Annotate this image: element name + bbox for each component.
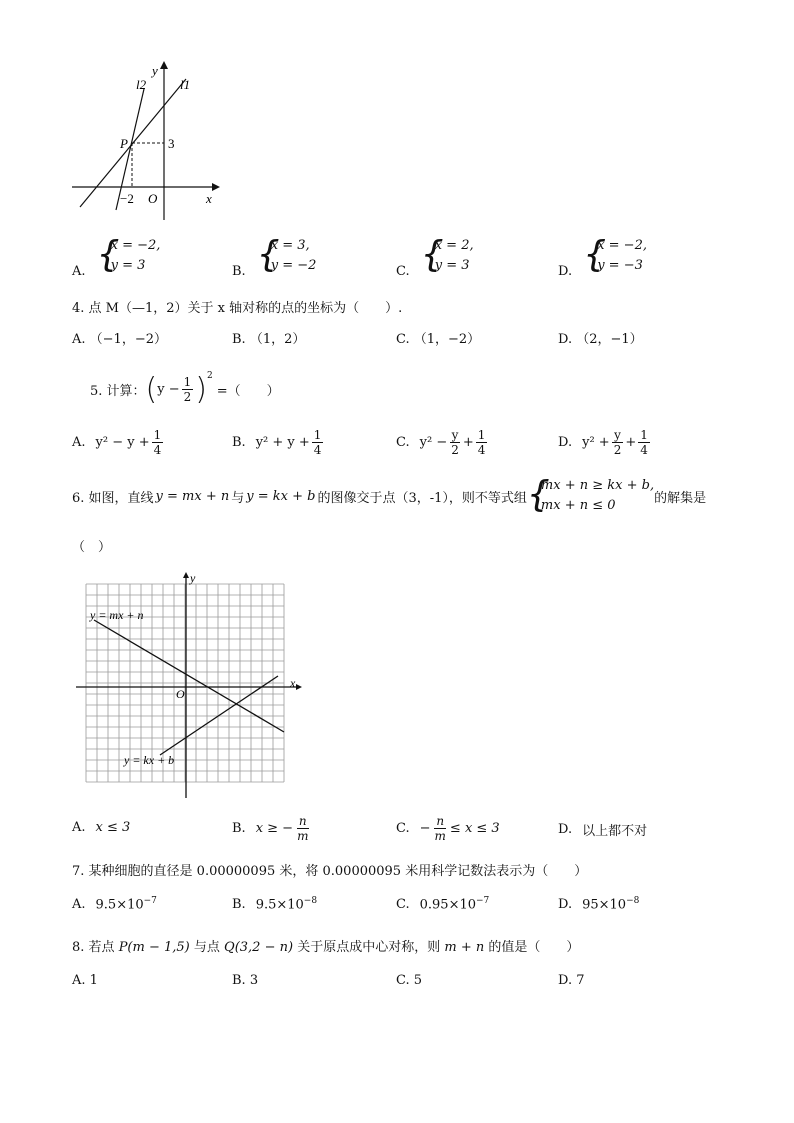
x-axis-arrow-icon [296,684,302,690]
option-label: C. [396,435,410,450]
option-label: C. [396,263,410,279]
plus-sign: + [462,435,474,450]
label-3: 3 [168,136,175,151]
label-y: y [190,571,196,585]
denominator: 4 [153,443,162,457]
label-line-mx-plus-n: y = mx + n [90,608,144,622]
option-base: 9.5×10 [255,897,304,913]
option-expr: y² − [419,435,448,450]
q8-option-c[interactable]: C. 5 [396,973,423,988]
q4-option-c[interactable]: C. （1，−2） [396,332,481,347]
plus-sign: + [625,435,637,450]
q3-option-a[interactable] [72,236,161,279]
q4-option-d[interactable]: D. （2，−1） [558,332,643,347]
label-y: y [152,63,158,78]
option-base: 95×10 [582,897,627,913]
fraction [638,428,650,457]
q5-stem [90,372,280,407]
option-exponent: −8 [626,896,640,906]
y-axis-arrow-icon [160,61,168,69]
option-label: A. [72,263,86,279]
option-label: D. [558,822,573,837]
label-x: x [206,191,212,206]
denominator: 4 [640,443,648,457]
option-label: B. [232,435,246,450]
q8-point-q: Q(3,2 − n) [224,940,294,955]
q8-stem-part: 的值是（ ） [488,940,580,955]
q8-stem [72,936,579,955]
option-label: B. [232,897,246,913]
option-base: 9.5×10 [95,897,144,913]
q6-line1: y = mx + n [155,488,230,504]
q8-stem-part: 与点 [193,940,220,955]
equation-line: y = 3 [434,258,470,273]
numerator: 1 [183,375,192,389]
label-l1: l1 [180,77,191,92]
equation-system [99,236,161,276]
q6-stem-part: 的解集是 [654,490,707,506]
q6-option-a[interactable] [72,820,130,835]
numerator: y [451,428,459,442]
numerator: 1 [313,428,322,442]
option-label: D. [558,435,573,450]
figure-lines-l1-l2 [60,55,230,225]
fraction [449,428,461,457]
equation-line: { x = −2, [597,238,647,253]
q5-option-d[interactable] [558,428,652,457]
option-label: A. [72,897,86,913]
q5-prefix: 5. 计算： [90,384,146,399]
q7-option-b[interactable] [232,896,317,912]
option-label: D. [558,897,573,913]
fraction [182,375,194,404]
label-l2: l2 [136,77,147,92]
option-expr: y² + y + [255,435,310,450]
q7-stem: 7. 某种细胞的直径是 0.00000095 米，将 0.00000095 米用科学记数法表示为（ ） [72,864,588,879]
numerator: n [298,814,307,828]
equation-line: y = −2 [270,258,317,273]
denominator: 2 [183,390,192,404]
inequality-line: mx + n ≤ 0 [540,498,616,513]
q6-option-c[interactable] [396,814,500,843]
q5-option-b[interactable] [232,428,325,457]
option-exponent: −7 [476,896,490,906]
option-label: A. [72,820,86,835]
q6-stem-part: 的图像交于点（3，-1），则不等式组 [317,490,527,506]
q7-option-a[interactable] [72,896,157,912]
equation-system [585,236,647,276]
denominator: m [434,829,446,843]
equation-line: y = −3 [597,258,643,273]
equation-system [423,236,474,276]
q5-suffix: =（ ） [216,384,280,399]
denominator: 2 [451,443,459,457]
label-origin: O [148,191,158,206]
figure-grid-graph [72,570,304,802]
x-axis-arrow-icon [212,183,220,191]
right-paren: ) [195,372,207,407]
equation-line: { x = 2, [434,238,474,253]
q6-stem-part: 6. 如图，直线 [72,490,154,506]
q4-option-b[interactable]: B. （1，2） [232,332,306,347]
q7-option-c[interactable] [396,896,489,912]
q6-option-b[interactable] [232,814,312,843]
neg-sign: − [419,821,431,836]
denominator: 2 [613,443,622,457]
denominator: 4 [313,443,322,457]
label-neg2: −2 [120,191,134,206]
q8-expr: m + n [444,940,485,955]
q5-option-c[interactable] [396,428,489,457]
q3-option-c[interactable] [396,236,474,279]
option-expr: 以上都不对 [582,824,648,839]
q6-option-d[interactable] [558,820,647,839]
option-expr: y² + [582,435,610,450]
option-label: C. [396,821,410,836]
q6-line2: y = kx + b [246,488,316,504]
left-paren: ( [145,372,158,407]
q7-option-d[interactable] [558,896,639,912]
fraction [612,428,624,457]
q8-option-d[interactable]: D. 7 [558,973,585,988]
q3-option-d[interactable] [558,236,647,279]
option-label: A. [72,435,86,450]
denominator: 4 [477,443,486,457]
q8-option-a[interactable]: A. 1 [72,973,98,988]
q5-expr: y − [157,382,180,397]
q6-stem-part: 与 [231,490,245,506]
numerator: n [436,814,445,828]
option-label: D. [558,263,573,279]
label-origin: O [176,687,185,701]
label-p: P [120,136,128,151]
fraction [433,814,448,843]
fraction [295,814,310,843]
equation-line: { x = −2, [110,238,161,253]
inequality-system [529,476,654,516]
q4-stem: 4. 点 M（—1，2）关于 x 轴对称的点的坐标为（ ）. [72,301,403,316]
q5-option-a[interactable] [72,428,165,457]
option-expr: ≤ x ≤ 3 [449,821,500,836]
numerator: 1 [640,428,648,442]
q6-answer-paren: （ ） [72,540,112,555]
denominator: m [297,829,309,843]
option-exponent: −8 [303,896,318,906]
numerator: 1 [477,428,486,442]
option-expr: x ≥ − [255,821,294,836]
q8-point-p: P(m − 1,5) [118,940,190,955]
option-exponent: −7 [143,896,157,906]
q8-stem-part: 8. 若点 [72,940,115,955]
option-base: 0.95×10 [419,897,477,913]
numerator: y [614,428,621,442]
q6-stem [72,476,706,516]
fraction [476,428,488,457]
exponent: 2 [207,370,213,381]
option-expr: y² − y + [95,435,150,450]
line-mx-plus-n [94,620,284,732]
equation-line: { x = 3, [270,238,310,253]
fraction [312,428,324,457]
option-label: B. [232,263,246,279]
inequality-line: { mx + n ≥ kx + b, [540,478,655,493]
q8-stem-part: 关于原点成中心对称，则 [297,940,441,955]
q4-option-a[interactable]: A. （−1，−2） [72,332,167,347]
label-line-kx-plus-b: y = kx + b [124,753,175,767]
option-label: C. [396,897,410,913]
q3-option-b[interactable] [232,236,317,279]
equation-line: y = 3 [110,258,146,273]
fraction [152,428,164,457]
option-expr: x ≤ 3 [95,820,131,835]
equation-system [259,236,317,276]
label-x: x [290,676,296,690]
numerator: 1 [153,428,162,442]
q8-option-b[interactable]: B. 3 [232,973,259,988]
option-label: B. [232,821,246,836]
y-axis-arrow-icon [183,572,189,578]
